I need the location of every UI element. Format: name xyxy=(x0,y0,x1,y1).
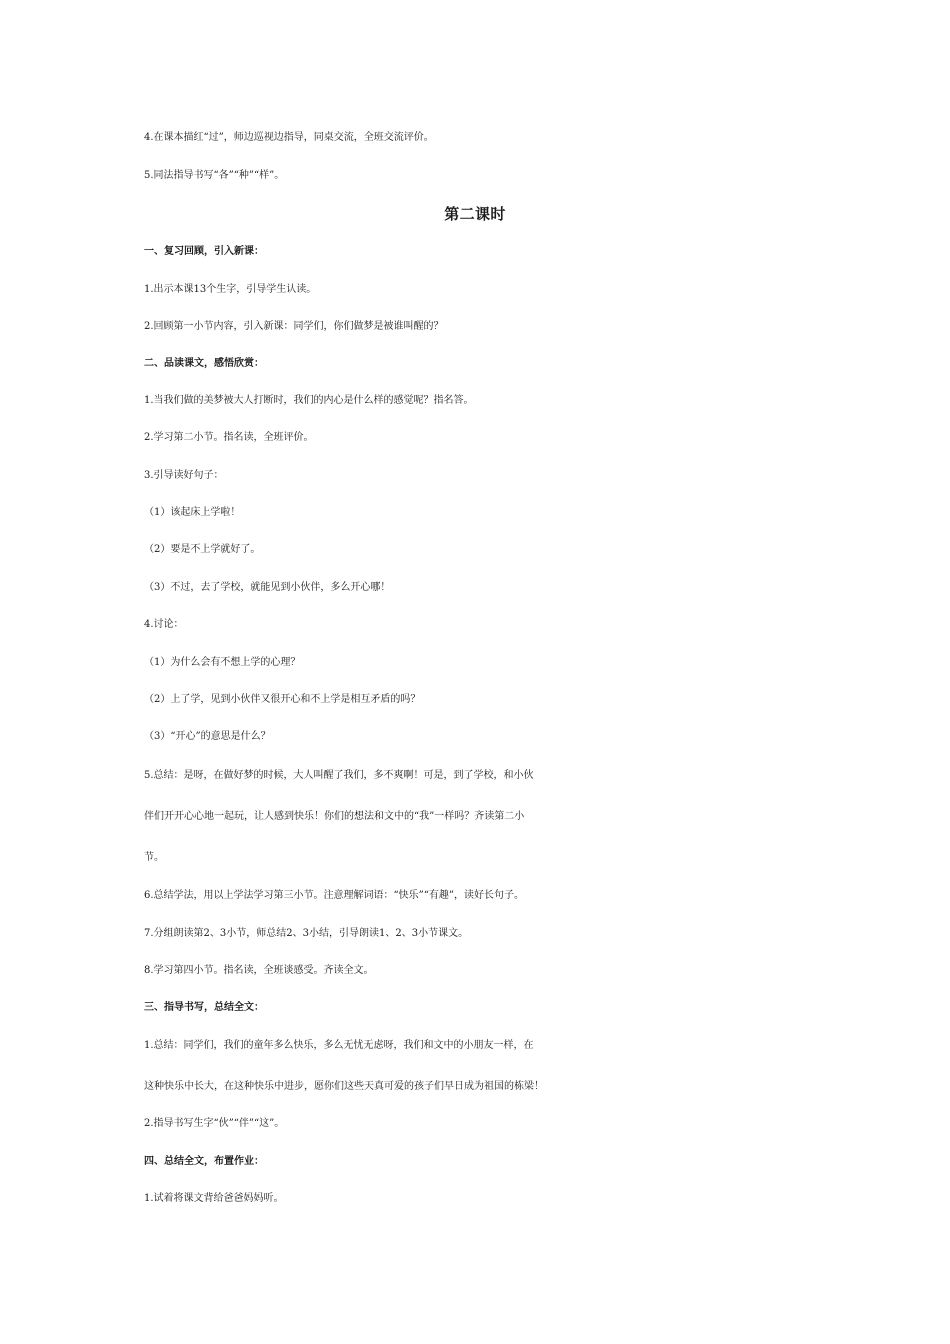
paragraph: 1.试着将课文背给爸爸妈妈听。 xyxy=(144,1193,284,1204)
paragraph: 3.引导读好句子： xyxy=(144,470,224,481)
paragraph: 2.回顾第一小节内容，引入新课：同学们，你们做梦是被谁叫醒的？ xyxy=(144,321,444,332)
paragraph: 8.学习第四小节。指名读，全班谈感受。齐读全文。 xyxy=(144,965,374,976)
step-5-guided-writing: 5.同法指导书写“各”“种”“样”。 xyxy=(144,170,285,181)
paragraph: 6.总结学法，用以上学法学习第三小节。注意理解词语：“快乐”“有趣”，读好长句子。 xyxy=(144,890,524,901)
list-item: （2）上了学，见到小伙伴又很开心和不上学是相互矛盾的吗？ xyxy=(144,694,421,705)
paragraph: 5.总结：是呀，在做好梦的时候，大人叫醒了我们，多不爽啊！可是，到了学校，和小伙 xyxy=(144,770,534,781)
section-4-heading: 四、总结全文，布置作业： xyxy=(144,1156,264,1167)
paragraph: 这种快乐中长大，在这种快乐中进步，愿你们这些天真可爱的孩子们早日成为祖国的栋梁！ xyxy=(144,1081,544,1092)
paragraph: 4.讨论： xyxy=(144,619,184,630)
list-item: （2）要是不上学就好了。 xyxy=(144,544,261,555)
paragraph: 2.指导书写生字“伙”“伴”“这”。 xyxy=(144,1118,285,1129)
section-3-heading: 三、指导书写，总结全文： xyxy=(144,1002,264,1013)
list-item: （1）为什么会有不想上学的心理？ xyxy=(144,657,301,668)
step-4-trace-writing: 4.在课本描红“过”，师边巡视边指导，同桌交流，全班交流评价。 xyxy=(144,132,434,143)
lesson-two-title: 第二课时 xyxy=(444,205,506,223)
section-1-heading: 一、复习回顾，引入新课： xyxy=(144,246,264,257)
list-item: （1）该起床上学啦！ xyxy=(144,507,241,518)
list-item: （3）不过，去了学校，就能见到小伙伴，多么开心哪！ xyxy=(144,582,391,593)
paragraph: 1.总结：同学们，我们的童年多么快乐，多么无忧无虑呀，我们和文中的小朋友一样，在 xyxy=(144,1040,534,1051)
paragraph: 伴们开开心心地一起玩，让人感到快乐！你们的想法和文中的“我”一样吗？齐读第二小 xyxy=(144,811,525,822)
paragraph: 1.出示本课13个生字，引导学生认读。 xyxy=(144,284,317,295)
paragraph: 7.分组朗读第2、3小节，师总结2、3小结，引导朗读1、2、3小节课文。 xyxy=(144,928,469,939)
paragraph: 1.当我们做的美梦被大人打断时，我们的内心是什么样的感觉呢？指名答。 xyxy=(144,395,474,406)
list-item: （3）“开心”的意思是什么？ xyxy=(144,731,271,742)
paragraph: 节。 xyxy=(144,852,164,863)
section-2-heading: 二、品读课文，感悟欣赏： xyxy=(144,358,264,369)
paragraph: 2.学习第二小节。指名读，全班评价。 xyxy=(144,432,314,443)
